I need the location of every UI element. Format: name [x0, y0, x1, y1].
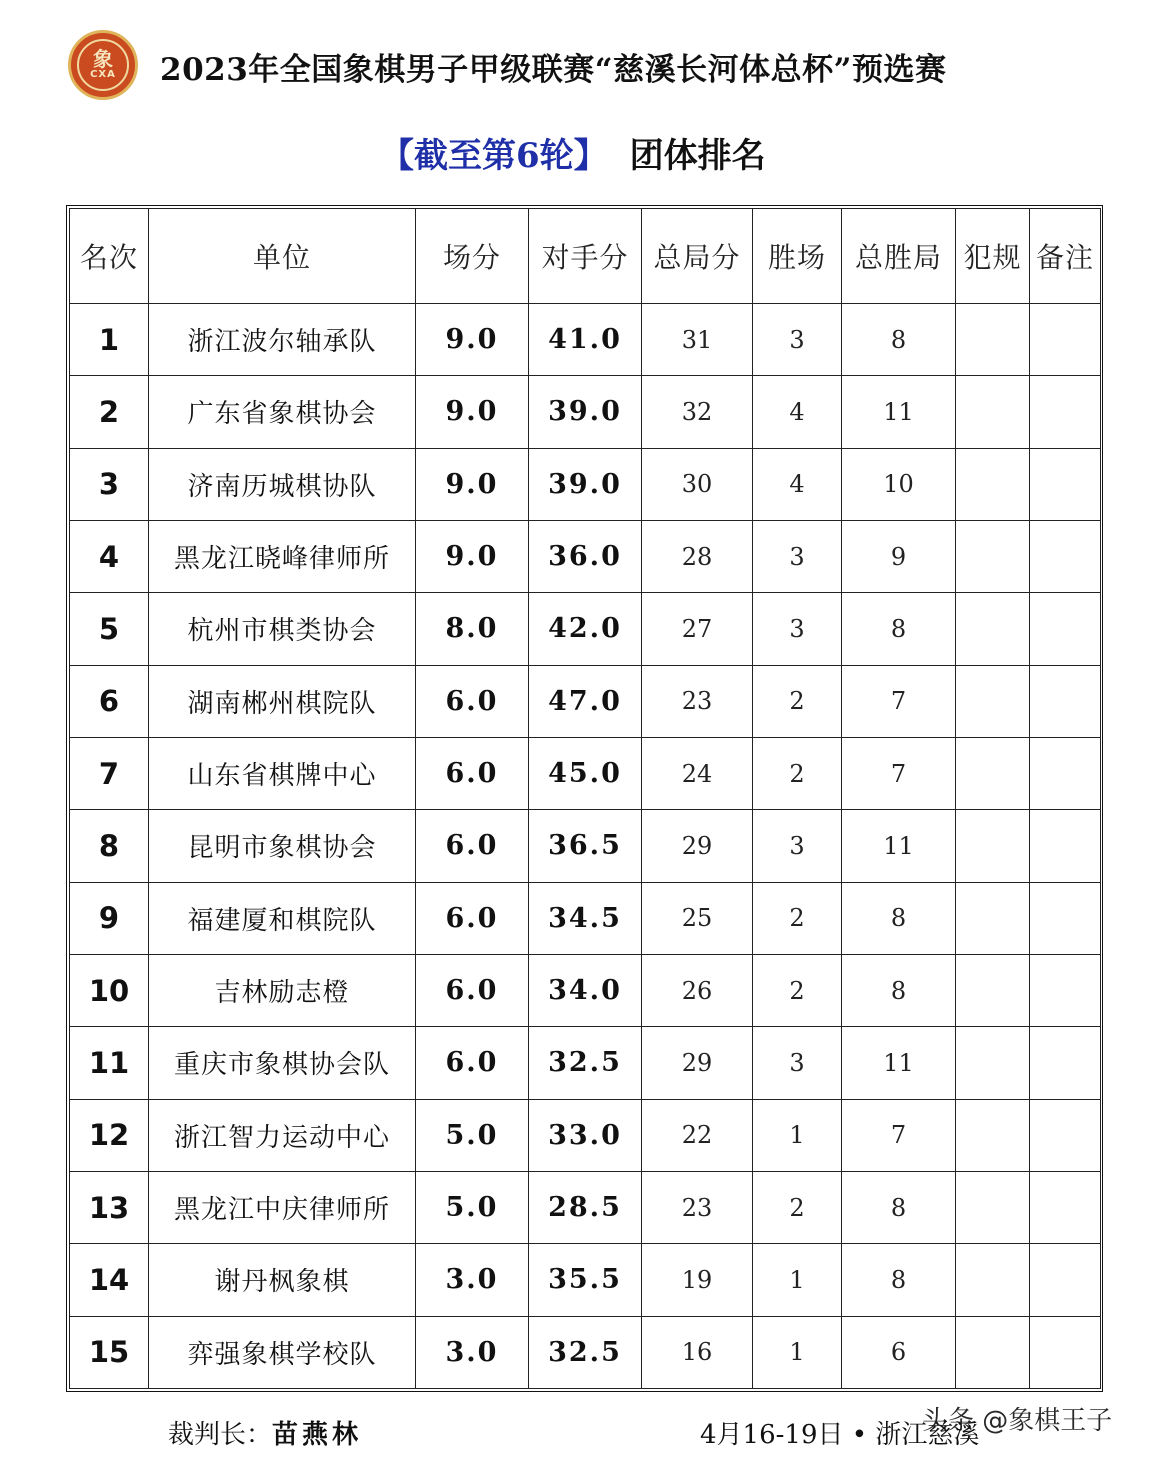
table-row	[70, 1244, 1101, 1316]
match-points-cell: 3.0	[416, 1244, 529, 1316]
wins-cell: 4	[753, 376, 842, 448]
team-cell: 福建厦和棋院队	[149, 882, 416, 954]
rank-cell: 1	[70, 304, 149, 376]
rank-cell: 7	[70, 737, 149, 809]
rank-cell: 13	[70, 1171, 149, 1243]
column-header: 备注	[1030, 209, 1101, 304]
match-points-cell: 8.0	[416, 593, 529, 665]
wins-cell: 3	[753, 1027, 842, 1099]
wins-cell: 1	[753, 1316, 842, 1388]
game-wins-cell: 8	[842, 593, 956, 665]
table-row	[70, 737, 1101, 809]
wins-cell: 2	[753, 737, 842, 809]
game-wins-cell: 8	[842, 882, 956, 954]
logo-glyph: 象	[93, 47, 113, 71]
column-header: 场分	[416, 209, 529, 304]
rank-cell: 12	[70, 1099, 149, 1171]
team-cell: 弈强象棋学校队	[149, 1316, 416, 1388]
fouls-cell	[956, 520, 1030, 592]
standings-table	[69, 208, 1101, 1389]
team-cell: 湖南郴州棋院队	[149, 665, 416, 737]
rank-cell: 10	[70, 954, 149, 1026]
column-header: 犯规	[956, 209, 1030, 304]
match-points-cell: 9.0	[416, 376, 529, 448]
date-location: 4月16-19日 • 浙江慈溪	[700, 1420, 980, 1450]
opponent-points-cell: 33.0	[529, 1099, 642, 1171]
fouls-cell	[956, 810, 1030, 882]
opponent-points-cell: 32.5	[529, 1027, 642, 1099]
game-wins-cell: 8	[842, 1171, 956, 1243]
notes-cell	[1030, 737, 1101, 809]
opponent-points-cell: 28.5	[529, 1171, 642, 1243]
column-header: 总胜局	[842, 209, 956, 304]
team-cell: 昆明市象棋协会	[149, 810, 416, 882]
game-wins-cell: 7	[842, 1099, 956, 1171]
game-points-cell: 30	[642, 448, 753, 520]
table-row	[70, 810, 1101, 882]
game-wins-cell: 7	[842, 665, 956, 737]
opponent-points-cell: 32.5	[529, 1316, 642, 1388]
referee-credit	[168, 1414, 362, 1451]
page-title: 2023年全国象棋男子甲级联赛“慈溪长河体总杯”预选赛	[160, 52, 947, 88]
team-cell: 杭州市棋类协会	[149, 593, 416, 665]
match-points-cell: 9.0	[416, 448, 529, 520]
rank-cell: 15	[70, 1316, 149, 1388]
fouls-cell	[956, 954, 1030, 1026]
wins-cell: 3	[753, 810, 842, 882]
notes-cell	[1030, 376, 1101, 448]
round-label: 【截至第6轮】	[380, 136, 608, 176]
game-points-cell: 22	[642, 1099, 753, 1171]
fouls-cell	[956, 1244, 1030, 1316]
team-cell: 重庆市象棋协会队	[149, 1027, 416, 1099]
table-row	[70, 520, 1101, 592]
team-cell: 浙江波尔轴承队	[149, 304, 416, 376]
opponent-points-cell: 42.0	[529, 593, 642, 665]
team-cell: 浙江智力运动中心	[149, 1099, 416, 1171]
fouls-cell	[956, 448, 1030, 520]
notes-cell	[1030, 593, 1101, 665]
game-points-cell: 19	[642, 1244, 753, 1316]
logo-emblem	[77, 39, 129, 91]
game-points-cell: 28	[642, 520, 753, 592]
table-row	[70, 882, 1101, 954]
game-wins-cell: 11	[842, 376, 956, 448]
match-points-cell: 6.0	[416, 810, 529, 882]
opponent-points-cell: 41.0	[529, 304, 642, 376]
game-points-cell: 16	[642, 1316, 753, 1388]
game-points-cell: 31	[642, 304, 753, 376]
notes-cell	[1030, 1244, 1101, 1316]
fouls-cell	[956, 665, 1030, 737]
opponent-points-cell: 39.0	[529, 376, 642, 448]
rank-cell: 9	[70, 882, 149, 954]
opponent-points-cell: 35.5	[529, 1244, 642, 1316]
wins-cell: 3	[753, 520, 842, 592]
opponent-points-cell: 47.0	[529, 665, 642, 737]
table-row	[70, 1171, 1101, 1243]
game-wins-cell: 6	[842, 1316, 956, 1388]
notes-cell	[1030, 665, 1101, 737]
game-wins-cell: 8	[842, 1244, 956, 1316]
fouls-cell	[956, 1171, 1030, 1243]
opponent-points-cell: 34.5	[529, 882, 642, 954]
opponent-points-cell: 45.0	[529, 737, 642, 809]
table-row	[70, 665, 1101, 737]
logo-abbr: CXA	[90, 69, 116, 80]
column-header: 胜场	[753, 209, 842, 304]
column-header: 总局分	[642, 209, 753, 304]
opponent-points-cell: 36.5	[529, 810, 642, 882]
match-points-cell: 5.0	[416, 1171, 529, 1243]
table-row	[70, 376, 1101, 448]
wins-cell: 2	[753, 1171, 842, 1243]
team-cell: 济南历城棋协队	[149, 448, 416, 520]
table-row	[70, 1316, 1101, 1388]
column-header: 单位	[149, 209, 416, 304]
wins-cell: 1	[753, 1099, 842, 1171]
game-wins-cell: 8	[842, 304, 956, 376]
notes-cell	[1030, 954, 1101, 1026]
ranking-title: 团体排名	[629, 136, 766, 176]
table-row	[70, 304, 1101, 376]
fouls-cell	[956, 882, 1030, 954]
wins-cell: 2	[753, 882, 842, 954]
match-points-cell: 3.0	[416, 1316, 529, 1388]
rank-cell: 3	[70, 448, 149, 520]
game-wins-cell: 11	[842, 810, 956, 882]
fouls-cell	[956, 1099, 1030, 1171]
game-points-cell: 26	[642, 954, 753, 1026]
referee-name: 苗燕林	[272, 1420, 363, 1450]
wins-cell: 2	[753, 665, 842, 737]
match-points-cell: 6.0	[416, 665, 529, 737]
team-cell: 黑龙江中庆律师所	[149, 1171, 416, 1243]
notes-cell	[1030, 520, 1101, 592]
game-wins-cell: 7	[842, 737, 956, 809]
wins-cell: 2	[753, 954, 842, 1026]
rank-cell: 5	[70, 593, 149, 665]
wins-cell: 4	[753, 448, 842, 520]
team-cell: 吉林励志橙	[149, 954, 416, 1026]
table-header-row	[70, 209, 1101, 304]
match-points-cell: 6.0	[416, 1027, 529, 1099]
opponent-points-cell: 36.0	[529, 520, 642, 592]
column-header: 对手分	[529, 209, 642, 304]
game-wins-cell: 11	[842, 1027, 956, 1099]
rank-cell: 4	[70, 520, 149, 592]
rank-cell: 8	[70, 810, 149, 882]
table-body	[70, 304, 1101, 1389]
match-points-cell: 5.0	[416, 1099, 529, 1171]
match-points-cell: 9.0	[416, 304, 529, 376]
referee-label: 裁判长：	[168, 1420, 273, 1450]
notes-cell	[1030, 448, 1101, 520]
association-logo	[68, 30, 138, 100]
notes-cell	[1030, 1316, 1101, 1388]
team-cell: 山东省棋牌中心	[149, 737, 416, 809]
game-wins-cell: 10	[842, 448, 956, 520]
table-row	[70, 1027, 1101, 1099]
fouls-cell	[956, 737, 1030, 809]
game-points-cell: 23	[642, 1171, 753, 1243]
game-points-cell: 25	[642, 882, 753, 954]
match-points-cell: 9.0	[416, 520, 529, 592]
notes-cell	[1030, 304, 1101, 376]
fouls-cell	[956, 376, 1030, 448]
team-cell: 广东省象棋协会	[149, 376, 416, 448]
game-points-cell: 32	[642, 376, 753, 448]
table-row	[70, 1099, 1101, 1171]
rank-cell: 2	[70, 376, 149, 448]
wins-cell: 3	[753, 304, 842, 376]
game-points-cell: 29	[642, 810, 753, 882]
game-points-cell: 23	[642, 665, 753, 737]
game-points-cell: 27	[642, 593, 753, 665]
match-points-cell: 6.0	[416, 882, 529, 954]
wins-cell: 3	[753, 593, 842, 665]
opponent-points-cell: 34.0	[529, 954, 642, 1026]
column-header: 名次	[70, 209, 149, 304]
fouls-cell	[956, 1316, 1030, 1388]
rank-cell: 6	[70, 665, 149, 737]
game-wins-cell: 8	[842, 954, 956, 1026]
match-points-cell: 6.0	[416, 954, 529, 1026]
opponent-points-cell: 39.0	[529, 448, 642, 520]
notes-cell	[1030, 1027, 1101, 1099]
team-cell: 谢丹枫象棋	[149, 1244, 416, 1316]
rank-cell: 14	[70, 1244, 149, 1316]
wins-cell: 1	[753, 1244, 842, 1316]
rank-cell: 11	[70, 1027, 149, 1099]
notes-cell	[1030, 1099, 1101, 1171]
standings-table-frame	[66, 205, 1103, 1392]
notes-cell	[1030, 882, 1101, 954]
table-row	[70, 448, 1101, 520]
game-wins-cell: 9	[842, 520, 956, 592]
table-row	[70, 954, 1101, 1026]
fouls-cell	[956, 593, 1030, 665]
match-points-cell: 6.0	[416, 737, 529, 809]
watermark: 头条 @象棋王子	[922, 1406, 1113, 1436]
subtitle	[380, 128, 766, 177]
fouls-cell	[956, 304, 1030, 376]
notes-cell	[1030, 1171, 1101, 1243]
game-points-cell: 24	[642, 737, 753, 809]
table-row	[70, 593, 1101, 665]
game-points-cell: 29	[642, 1027, 753, 1099]
notes-cell	[1030, 810, 1101, 882]
fouls-cell	[956, 1027, 1030, 1099]
team-cell: 黑龙江晓峰律师所	[149, 520, 416, 592]
